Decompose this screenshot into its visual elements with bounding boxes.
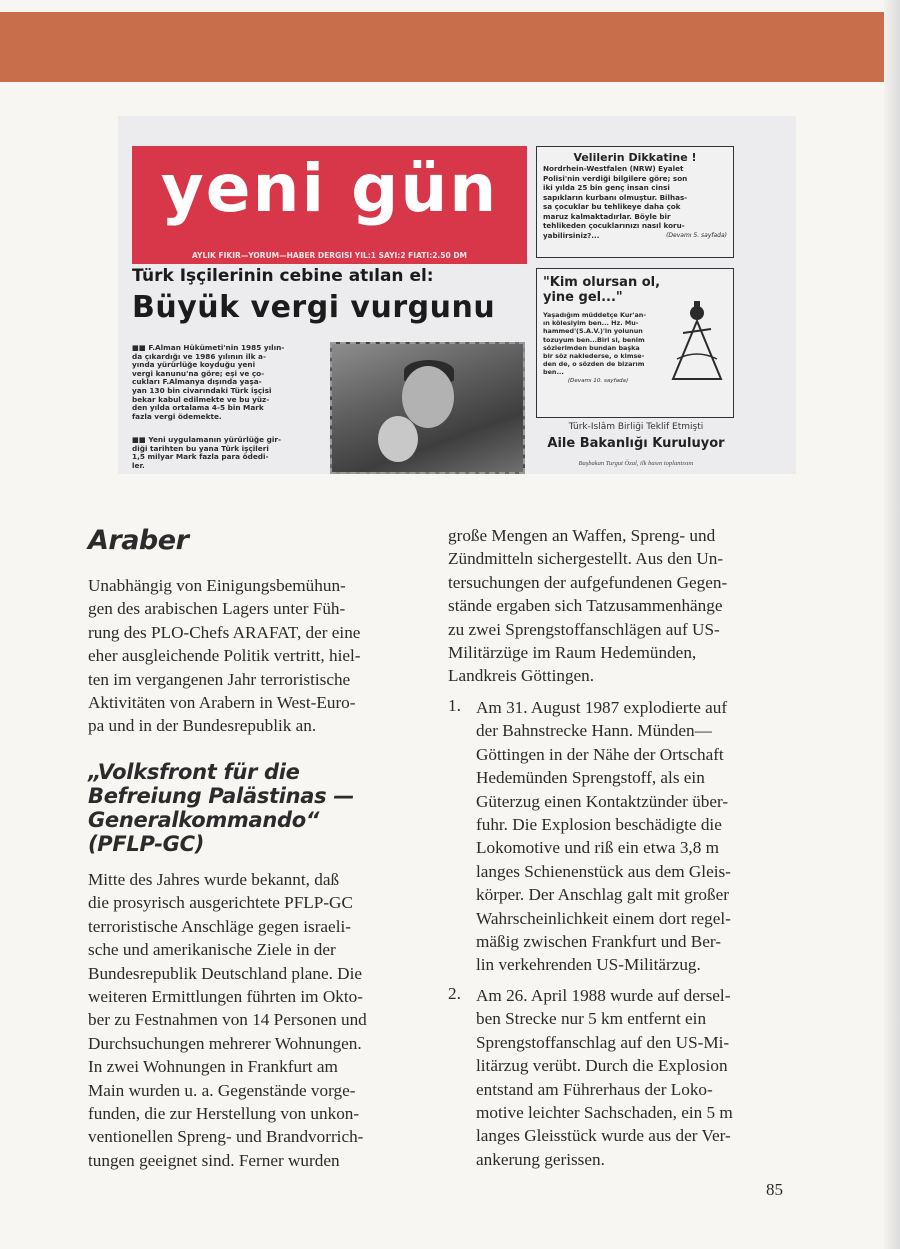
clip-line: ler. — [132, 460, 145, 470]
paragraph-pflp: Mitte des Jahres wurde bekannt, daß die prosyrisch ausgerichtete PFLP-GC terroristische Anschläge gegen israeli- sche und amerikanische Ziele in der Bundesrepublik Deutschland plane. Die weiteren Ermittlungen führten im Okto- ber zu Festnahmen von 14 Personen und Durchsuchungen mehrerer Wohnungen. In zwei Wohnungen in Frankfurt am Main wurden u. a. Gegenstände vorge- funden, die zur Herstellung von unkon- ventionellen Spreng- und Brandvorrich- tungen geeignet sind. Ferner wurden — [88, 870, 367, 1170]
dervish-figure-icon — [663, 299, 727, 389]
section-heading: Araber — [88, 525, 189, 556]
page-edge — [884, 0, 900, 1249]
top-color-band — [0, 12, 884, 82]
clipping-headline-big: Büyük vergi vurgunu — [132, 290, 496, 325]
list-item-1: Am 31. August 1987 explodierte auf der Bahnstrecke Hann. Münden— Göttingen in der Nähe der Ortschaft Hedemünden Sprengstoff, als ein Güterzug einen Kontaktzünder über- fuhr. Die Explosion beschädigte die Lokomotive und riß ein etwa 3,8 m langes Schienenstück aus dem Gleis- körper. Der Anschlag galt mit großer Wahrscheinlichkeit einem dort regel- mäßig zwischen Frankfurt und Ber- lin verkehrenden US-Militärzug. — [476, 698, 731, 975]
clipping-column-2 — [132, 436, 327, 470]
clip-line: den yılda ortalama 4-5 bin Mark — [132, 403, 264, 413]
notice-box — [536, 146, 734, 258]
clip-line: yan 130 bin civarındaki Türk işçisi — [132, 385, 272, 395]
clipping-photo — [330, 342, 525, 474]
list-number-2: 2. — [448, 984, 461, 1003]
clip-line: cukları F.Almanya dışında yaşa- — [132, 377, 262, 387]
masthead — [132, 146, 527, 264]
paragraph-col2: große Mengen an Waffen, Spreng- und Zündmitteln sichergestellt. Aus den Un- tersuchungen der aufgefundenen Gegen- stände ergaben sich Tatzusammenhänge zu zwei Sprengstoffanschlägen auf US- Militärzüge im Raum Hedemünden, Landkreis Göttingen. — [448, 526, 728, 686]
clipping-footer-text: Başbakan Turgut Özal, ilk basın toplantısını — [578, 460, 694, 467]
newspaper-clipping — [118, 116, 796, 474]
quote-box-text: Yaşadığım müddetçe Kur'an- ın kölesiyim ben... Hz. Mu- hammed'(S.A.V.)'in yolunun tozuyum ben...Biri si, benim sözlerimden bundan başka bir söz naklederse, o kimse- den de, o sözden de bizarım ben... (Devamı 10. sayfada) — [543, 311, 653, 385]
notice-box-text: Nordrhein-Westfalen (NRW) Eyalet Polisi'nin verdiği bilgilere göre; son iki yılda 25 bin genç insan cinsi sapıkların kurbanı olmuştur. Bilhas- sa çocuklar bu tehlikeye daha çok maruz kalmaktadırlar. Böyle bir tehlikeden çocuklarınızı nasıl koru- yabilirsiniz?... (Devamı 5. sayfada) — [543, 164, 727, 240]
clip-line: bekar kabul edilmekte ve bu yüz- — [132, 394, 270, 404]
clipping-headline-small: Türk Işçilerinin cebine atılan el: — [132, 266, 434, 286]
clip-line: 1,5 milyar Mark fazla para ödedi- — [132, 452, 269, 462]
clipping-footer-kicker: Türk-Islâm Birliği Teklif Etmişti — [568, 422, 704, 432]
masthead-subtitle: AYLIK FIKIR—YORUM—HABER DERGISI YIL:1 SAYI:2 FIATI:2.50 DM — [191, 251, 468, 260]
list-number-1: 1. — [448, 696, 461, 715]
clipping-footer-headline: Aile Bakanlığı Kuruluyor — [547, 436, 725, 451]
paragraph-intro: Unabhängig von Einigungsbemühun- gen des arabischen Lagers unter Füh- rung des PLO-Chefs ARAFAT, der eine eher ausgleichende Politik vertritt, hiel- ten im vergangenen Jahr terroristische Aktivitäten von Arabern in West-Euro- pa und in der Bundesrepublik an. — [88, 576, 361, 736]
clip-line: fazla vergi ödemekte. — [132, 411, 222, 421]
subsection-heading: „Volksfront für die Befreiung Palästinas — Generalkommando“ (PFLP-GC) — [88, 760, 355, 856]
page-number: 85 — [766, 1180, 783, 1199]
quote-box-title: "Kim olursan ol, yine gel..." — [543, 275, 661, 305]
clipping-column-1 — [132, 344, 327, 421]
quote-box-continued: (Devamı 10. sayfada) — [567, 377, 629, 384]
masthead-title: yeni gün — [160, 150, 499, 227]
list-item-2: Am 26. April 1988 wurde auf dersel- ben Strecke nur 5 km entfernt ein Sprengstoffanschlag auf den US-Mi- litärzug verübt. Durch die Explosion entstand am Führerhaus der Loko- motive leichter Sachschaden, ein 5 m langes Gleisstück wurde aus der Ver- ankerung gerissen. — [476, 986, 733, 1169]
clip-line: ■■ Yeni uygulamanın yürürlüğe gir- — [132, 435, 281, 444]
notice-box-continued: (Devamı 5. sayfada) — [666, 231, 727, 239]
quote-box — [536, 268, 734, 418]
clip-line: vergi kanunu'na göre; eşi ve ço- — [132, 368, 265, 378]
clip-line: diği tarihten bu yana Türk işçileri — [132, 443, 269, 453]
clip-line: da çıkardığı ve 1986 yılının ilk a- — [132, 351, 267, 361]
notice-box-title: Velilerin Dikkatine ! — [573, 151, 697, 164]
clip-line: yında yürürlüğe koyduğu yeni — [132, 360, 256, 370]
clip-line: ■■ F.Alman Hükümeti'nin 1985 yılın- — [132, 343, 285, 352]
